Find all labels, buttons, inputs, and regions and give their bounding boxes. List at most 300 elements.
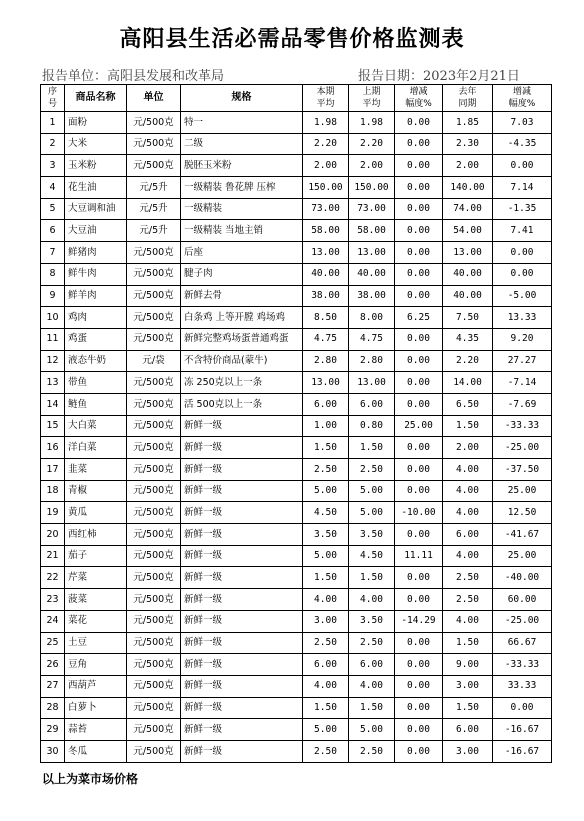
cell-product-name: 豆角 [65,654,127,676]
cell-current-avg: 5.00 [303,545,349,567]
cell-previous-avg: 4.50 [349,545,395,567]
cell-previous-avg: 4.00 [349,589,395,611]
cell-row-number: 2 [41,133,65,155]
table-header-row [41,85,552,112]
header-spec: 规格 [181,85,303,112]
cell-product-name: 韭菜 [65,459,127,481]
cell-change-rate: 6.25 [395,307,443,329]
cell-yoy-change-rate: 9.20 [493,328,552,350]
table-row [41,632,552,654]
cell-product-name: 芹菜 [65,567,127,589]
cell-product-name: 蒜苔 [65,719,127,741]
cell-last-year: 140.00 [443,177,493,199]
cell-previous-avg: 3.50 [349,610,395,632]
cell-change-rate: 0.00 [395,220,443,242]
cell-change-rate: 0.00 [395,740,443,762]
cell-spec: 新鲜一级 [181,524,303,546]
cell-change-rate: 0.00 [395,155,443,177]
cell-unit: 元/500克 [127,112,181,134]
cell-spec: 新鲜一级 [181,502,303,524]
cell-row-number: 17 [41,459,65,481]
cell-row-number: 16 [41,437,65,459]
header-unit: 单位 [127,85,181,112]
cell-yoy-change-rate: 0.00 [493,697,552,719]
cell-last-year: 13.00 [443,242,493,264]
cell-unit: 元/500克 [127,502,181,524]
cell-yoy-change-rate: 60.00 [493,589,552,611]
cell-last-year: 4.00 [443,610,493,632]
table-row [41,242,552,264]
cell-row-number: 6 [41,220,65,242]
cell-yoy-change-rate: -33.33 [493,415,552,437]
cell-last-year: 4.00 [443,502,493,524]
cell-change-rate: 0.00 [395,133,443,155]
cell-row-number: 10 [41,307,65,329]
cell-previous-avg: 2.50 [349,632,395,654]
cell-row-number: 22 [41,567,65,589]
cell-last-year: 4.00 [443,480,493,502]
cell-current-avg: 2.50 [303,740,349,762]
cell-previous-avg: 150.00 [349,177,395,199]
cell-previous-avg: 4.00 [349,675,395,697]
cell-product-name: 面粉 [65,112,127,134]
cell-spec: 脱胚玉米粉 [181,155,303,177]
cell-change-rate: 0.00 [395,285,443,307]
cell-previous-avg: 8.00 [349,307,395,329]
cell-yoy-change-rate: 0.00 [493,155,552,177]
cell-row-number: 9 [41,285,65,307]
cell-change-rate: 0.00 [395,350,443,372]
cell-yoy-change-rate: -1.35 [493,198,552,220]
cell-spec: 新鲜去骨 [181,285,303,307]
cell-product-name: 西红柿 [65,524,127,546]
cell-unit: 元/500克 [127,437,181,459]
header-name: 商品名称 [65,85,127,112]
cell-spec: 新鲜一级 [181,740,303,762]
cell-row-number: 30 [41,740,65,762]
cell-change-rate: 0.00 [395,112,443,134]
header-change-rate: 增减 幅度% [395,85,443,112]
cell-product-name: 大豆调和油 [65,198,127,220]
cell-change-rate: 0.00 [395,675,443,697]
cell-row-number: 4 [41,177,65,199]
cell-spec: 一级精装 当地主销 [181,220,303,242]
header-last-year: 去年 同期 [443,85,493,112]
cell-yoy-change-rate: -41.67 [493,524,552,546]
cell-current-avg: 1.00 [303,415,349,437]
cell-row-number: 26 [41,654,65,676]
cell-spec: 新鲜一级 [181,545,303,567]
cell-spec: 新鲜一级 [181,654,303,676]
cell-current-avg: 150.00 [303,177,349,199]
cell-previous-avg: 2.50 [349,740,395,762]
cell-unit: 元/500克 [127,654,181,676]
cell-change-rate: 0.00 [395,263,443,285]
cell-spec: 新鲜一级 [181,675,303,697]
cell-change-rate: 25.00 [395,415,443,437]
cell-current-avg: 2.80 [303,350,349,372]
cell-last-year: 2.00 [443,437,493,459]
cell-last-year: 4.35 [443,328,493,350]
cell-product-name: 白萝卜 [65,697,127,719]
cell-current-avg: 40.00 [303,263,349,285]
table-row [41,654,552,676]
cell-previous-avg: 58.00 [349,220,395,242]
table-row [41,589,552,611]
cell-change-rate: 0.00 [395,480,443,502]
table-row [41,502,552,524]
cell-change-rate: 0.00 [395,242,443,264]
cell-product-name: 玉米粉 [65,155,127,177]
cell-last-year: 2.30 [443,133,493,155]
table-row [41,545,552,567]
cell-unit: 元/500克 [127,719,181,741]
cell-spec: 新鲜一级 [181,415,303,437]
cell-row-number: 3 [41,155,65,177]
cell-current-avg: 38.00 [303,285,349,307]
cell-row-number: 8 [41,263,65,285]
cell-current-avg: 4.00 [303,589,349,611]
cell-previous-avg: 2.20 [349,133,395,155]
cell-change-rate: 0.00 [395,198,443,220]
cell-product-name: 鲢鱼 [65,393,127,415]
table-row [41,112,552,134]
cell-last-year: 1.85 [443,112,493,134]
cell-spec: 新鲜一级 [181,697,303,719]
cell-spec: 活 500克以上一条 [181,393,303,415]
cell-previous-avg: 6.00 [349,654,395,676]
cell-current-avg: 1.98 [303,112,349,134]
cell-row-number: 18 [41,480,65,502]
cell-previous-avg: 13.00 [349,242,395,264]
cell-current-avg: 3.50 [303,524,349,546]
cell-unit: 元/500克 [127,675,181,697]
report-date: 报告日期：2023年2月21日 [358,69,520,84]
cell-previous-avg: 1.98 [349,112,395,134]
footer-note: 以上为菜市场价格 [42,772,139,786]
cell-unit: 元/500克 [127,567,181,589]
cell-previous-avg: 73.00 [349,198,395,220]
header-previous-avg: 上期 平均 [349,85,395,112]
cell-spec: 新鲜一级 [181,719,303,741]
cell-current-avg: 4.00 [303,675,349,697]
cell-change-rate: 0.00 [395,524,443,546]
cell-yoy-change-rate: 25.00 [493,480,552,502]
cell-change-rate: 0.00 [395,654,443,676]
table-row [41,459,552,481]
cell-product-name: 冬瓜 [65,740,127,762]
cell-last-year: 1.50 [443,632,493,654]
cell-previous-avg: 3.50 [349,524,395,546]
cell-last-year: 74.00 [443,198,493,220]
cell-yoy-change-rate: -4.35 [493,133,552,155]
table-row [41,328,552,350]
cell-product-name: 菜花 [65,610,127,632]
cell-previous-avg: 13.00 [349,372,395,394]
cell-row-number: 28 [41,697,65,719]
cell-spec: 冻 250克以上一条 [181,372,303,394]
cell-spec: 新鲜一级 [181,459,303,481]
table-row [41,155,552,177]
cell-unit: 元/500克 [127,242,181,264]
header-seq: 序 号 [41,85,65,112]
cell-current-avg: 13.00 [303,242,349,264]
cell-spec: 新鲜完整鸡场蛋普通鸡蛋 [181,328,303,350]
table-row [41,393,552,415]
cell-yoy-change-rate: -25.00 [493,610,552,632]
cell-spec: 后座 [181,242,303,264]
cell-spec: 一级精装 鲁花牌 压榨 [181,177,303,199]
cell-previous-avg: 1.50 [349,437,395,459]
cell-row-number: 27 [41,675,65,697]
cell-spec: 新鲜一级 [181,480,303,502]
cell-last-year: 1.50 [443,415,493,437]
cell-previous-avg: 38.00 [349,285,395,307]
cell-current-avg: 3.00 [303,610,349,632]
cell-change-rate: 0.00 [395,589,443,611]
cell-spec: 新鲜一级 [181,437,303,459]
cell-unit: 元/5升 [127,220,181,242]
cell-spec: 新鲜一级 [181,610,303,632]
cell-product-name: 洋白菜 [65,437,127,459]
cell-previous-avg: 2.50 [349,459,395,481]
table-row [41,133,552,155]
cell-product-name: 鸡肉 [65,307,127,329]
cell-row-number: 1 [41,112,65,134]
cell-row-number: 12 [41,350,65,372]
cell-yoy-change-rate: -37.50 [493,459,552,481]
table-row [41,415,552,437]
cell-last-year: 4.00 [443,545,493,567]
cell-current-avg: 6.00 [303,654,349,676]
cell-last-year: 2.50 [443,589,493,611]
cell-yoy-change-rate: 66.67 [493,632,552,654]
cell-change-rate: 0.00 [395,632,443,654]
cell-yoy-change-rate: -16.67 [493,740,552,762]
cell-previous-avg: 1.50 [349,567,395,589]
cell-unit: 元/500克 [127,480,181,502]
cell-product-name: 鸡蛋 [65,328,127,350]
cell-last-year: 6.00 [443,719,493,741]
cell-current-avg: 1.50 [303,437,349,459]
cell-product-name: 黄瓜 [65,502,127,524]
cell-last-year: 4.00 [443,459,493,481]
cell-row-number: 5 [41,198,65,220]
cell-row-number: 29 [41,719,65,741]
table-row [41,198,552,220]
cell-unit: 元/500克 [127,697,181,719]
cell-product-name: 鲜羊肉 [65,285,127,307]
table-row [41,220,552,242]
cell-previous-avg: 5.00 [349,502,395,524]
cell-unit: 元/500克 [127,524,181,546]
cell-product-name: 鲜牛肉 [65,263,127,285]
table-row [41,307,552,329]
cell-yoy-change-rate: -25.00 [493,437,552,459]
cell-unit: 元/500克 [127,589,181,611]
cell-change-rate: 0.00 [395,372,443,394]
cell-row-number: 13 [41,372,65,394]
cell-row-number: 11 [41,328,65,350]
cell-yoy-change-rate: 33.33 [493,675,552,697]
cell-spec: 一级精装 [181,198,303,220]
cell-last-year: 3.00 [443,675,493,697]
cell-unit: 元/500克 [127,415,181,437]
cell-row-number: 7 [41,242,65,264]
cell-previous-avg: 4.75 [349,328,395,350]
cell-product-name: 茄子 [65,545,127,567]
cell-unit: 元/500克 [127,459,181,481]
cell-unit: 元/500克 [127,133,181,155]
cell-row-number: 25 [41,632,65,654]
cell-spec: 不含特价商品(蒙牛) [181,350,303,372]
cell-product-name: 大米 [65,133,127,155]
table-row [41,697,552,719]
cell-change-rate: 0.00 [395,437,443,459]
cell-unit: 元/500克 [127,545,181,567]
cell-row-number: 15 [41,415,65,437]
table-row [41,567,552,589]
cell-current-avg: 8.50 [303,307,349,329]
cell-last-year: 2.00 [443,155,493,177]
report-unit: 报告单位：高阳县发展和改革局 [42,69,225,84]
cell-product-name: 西葫芦 [65,675,127,697]
cell-current-avg: 2.00 [303,155,349,177]
cell-current-avg: 5.00 [303,480,349,502]
cell-unit: 元/500克 [127,155,181,177]
cell-change-rate: 0.00 [395,393,443,415]
cell-current-avg: 2.20 [303,133,349,155]
cell-last-year: 7.50 [443,307,493,329]
cell-spec: 二级 [181,133,303,155]
cell-last-year: 14.00 [443,372,493,394]
cell-last-year: 6.50 [443,393,493,415]
cell-spec: 新鲜一级 [181,589,303,611]
table-row [41,372,552,394]
cell-previous-avg: 5.00 [349,719,395,741]
cell-product-name: 大豆油 [65,220,127,242]
cell-previous-avg: 40.00 [349,263,395,285]
cell-yoy-change-rate: 27.27 [493,350,552,372]
cell-last-year: 2.20 [443,350,493,372]
table-row [41,350,552,372]
table-body [41,112,552,763]
cell-unit: 元/500克 [127,285,181,307]
cell-last-year: 40.00 [443,263,493,285]
table-row [41,719,552,741]
cell-yoy-change-rate: -5.00 [493,285,552,307]
cell-change-rate: 0.00 [395,697,443,719]
cell-unit: 元/500克 [127,328,181,350]
cell-yoy-change-rate: -7.69 [493,393,552,415]
cell-change-rate: 0.00 [395,567,443,589]
cell-current-avg: 5.00 [303,719,349,741]
cell-row-number: 21 [41,545,65,567]
cell-current-avg: 4.75 [303,328,349,350]
cell-row-number: 24 [41,610,65,632]
page-title: 高阳县生活必需品零售价格监测表 [119,27,465,52]
price-table [40,84,552,763]
cell-unit: 元/5升 [127,177,181,199]
cell-change-rate: -14.29 [395,610,443,632]
cell-row-number: 14 [41,393,65,415]
cell-product-name: 花生油 [65,177,127,199]
cell-last-year: 40.00 [443,285,493,307]
cell-yoy-change-rate: 7.14 [493,177,552,199]
cell-spec: 特一 [181,112,303,134]
cell-current-avg: 2.50 [303,459,349,481]
cell-product-name: 大白菜 [65,415,127,437]
cell-yoy-change-rate: -33.33 [493,654,552,676]
cell-current-avg: 4.50 [303,502,349,524]
cell-row-number: 20 [41,524,65,546]
cell-previous-avg: 6.00 [349,393,395,415]
cell-yoy-change-rate: -40.00 [493,567,552,589]
cell-unit: 元/500克 [127,307,181,329]
cell-unit: 元/500克 [127,632,181,654]
cell-spec: 新鲜一级 [181,632,303,654]
cell-previous-avg: 1.50 [349,697,395,719]
cell-change-rate: 0.00 [395,459,443,481]
cell-change-rate: 11.11 [395,545,443,567]
cell-current-avg: 73.00 [303,198,349,220]
cell-yoy-change-rate: 0.00 [493,263,552,285]
cell-unit: 元/袋 [127,350,181,372]
cell-product-name: 菠菜 [65,589,127,611]
cell-unit: 元/500克 [127,263,181,285]
cell-previous-avg: 2.00 [349,155,395,177]
cell-last-year: 9.00 [443,654,493,676]
table-row [41,177,552,199]
cell-yoy-change-rate: 7.03 [493,112,552,134]
table-row [41,524,552,546]
cell-yoy-change-rate: 0.00 [493,242,552,264]
cell-unit: 元/5升 [127,198,181,220]
table-row [41,610,552,632]
cell-last-year: 54.00 [443,220,493,242]
cell-product-name: 液态牛奶 [65,350,127,372]
table-row [41,263,552,285]
cell-last-year: 1.50 [443,697,493,719]
cell-yoy-change-rate: 12.50 [493,502,552,524]
cell-spec: 白条鸡 上等开膛 鸡场鸡 [181,307,303,329]
table-row [41,437,552,459]
cell-product-name: 带鱼 [65,372,127,394]
table-row [41,740,552,762]
cell-change-rate: -10.00 [395,502,443,524]
cell-current-avg: 6.00 [303,393,349,415]
cell-current-avg: 2.50 [303,632,349,654]
cell-yoy-change-rate: 7.41 [493,220,552,242]
cell-row-number: 23 [41,589,65,611]
cell-previous-avg: 0.80 [349,415,395,437]
cell-last-year: 3.00 [443,740,493,762]
cell-unit: 元/500克 [127,740,181,762]
cell-last-year: 2.50 [443,567,493,589]
cell-unit: 元/500克 [127,372,181,394]
cell-product-name: 土豆 [65,632,127,654]
cell-yoy-change-rate: 13.33 [493,307,552,329]
cell-product-name: 青椒 [65,480,127,502]
cell-current-avg: 58.00 [303,220,349,242]
cell-spec: 腱子肉 [181,263,303,285]
cell-current-avg: 13.00 [303,372,349,394]
cell-row-number: 19 [41,502,65,524]
cell-product-name: 鲜猪肉 [65,242,127,264]
cell-previous-avg: 2.80 [349,350,395,372]
cell-previous-avg: 5.00 [349,480,395,502]
cell-change-rate: 0.00 [395,177,443,199]
